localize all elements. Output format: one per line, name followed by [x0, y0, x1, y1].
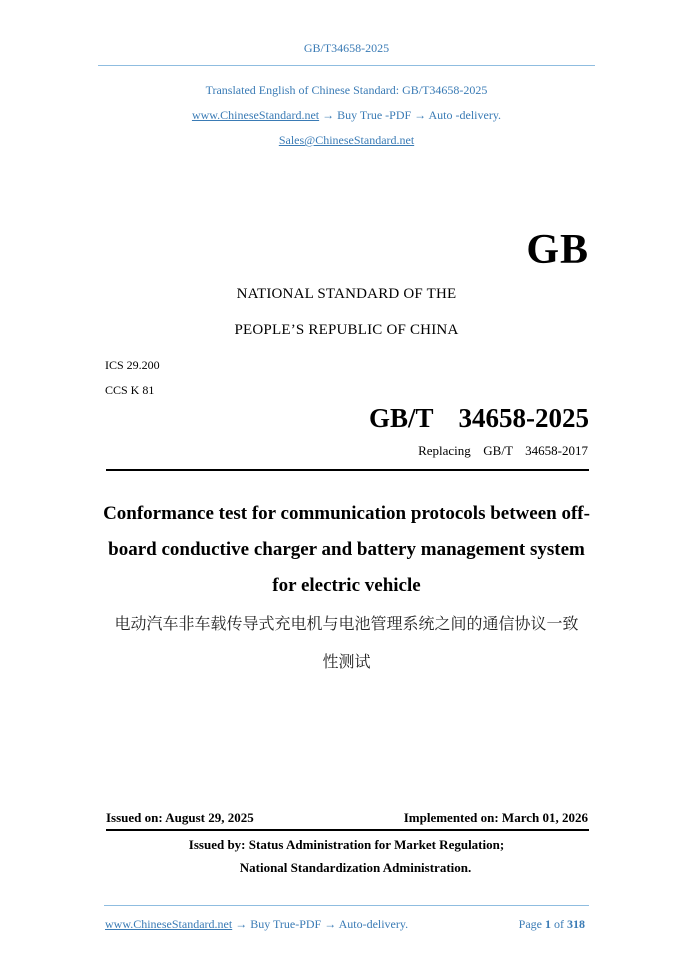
issued-by-line1: Issued by: Status Administration for Market Regulation;: [188, 837, 505, 852]
title-en-line2: board conductive charger and battery management system: [108, 539, 585, 560]
title-cn-line2: 性测试: [322, 652, 371, 671]
translation-notice: Translated English of Chinese Standard: GB/T34658-2025: [205, 83, 488, 97]
email-link[interactable]: Sales@ChineseStandard.net: [278, 133, 415, 147]
title-cn-line1: 电动汽车非车载传导式充电机与电池管理系统之间的通信协议一致: [114, 614, 579, 633]
running-header: GB/T34658-2025: [303, 41, 390, 55]
title-rule: [106, 469, 589, 471]
implemented-on: Implemented on: March 01, 2026: [403, 810, 588, 825]
footer-divider: [104, 905, 589, 906]
ccs-code: CCS K 81: [105, 383, 155, 397]
promo-line: [0, 108, 693, 123]
title-en-line1: Conformance test for communication protocols between off-: [103, 503, 590, 524]
site-link[interactable]: www.ChineseStandard.net: [191, 108, 320, 122]
footer-promo-text: → Buy True-PDF → Auto-delivery.: [232, 917, 409, 931]
national-standard-line2: PEOPLE’S REPUBLIC OF CHINA: [234, 322, 459, 338]
email-line: [0, 133, 693, 148]
promo-text: → Buy True -PDF → Auto -delivery.: [319, 108, 502, 122]
footer-promo: [105, 917, 408, 932]
issued-by-line2: National Standardization Administration.: [239, 860, 472, 875]
page-label: Page: [518, 917, 542, 931]
page-total: 318: [567, 917, 585, 931]
header-divider: [98, 65, 595, 66]
replacing-note: Replacing GB/T 34658-2017: [418, 443, 588, 458]
issued-on: Issued on: August 29, 2025: [106, 810, 254, 825]
page-indicator: [519, 917, 585, 932]
ics-code: ICS 29.200: [105, 358, 160, 372]
page-current: 1: [545, 917, 551, 931]
footer-site-link[interactable]: www.ChineseStandard.net: [105, 917, 233, 931]
page-of: of: [554, 917, 564, 931]
title-en-line3: for electric vehicle: [272, 575, 421, 596]
date-rule: [106, 829, 589, 831]
gb-mark: GB: [526, 227, 589, 273]
national-standard-line1: NATIONAL STANDARD OF THE: [236, 286, 457, 302]
standard-code: GB/T 34658-2025: [368, 403, 589, 433]
